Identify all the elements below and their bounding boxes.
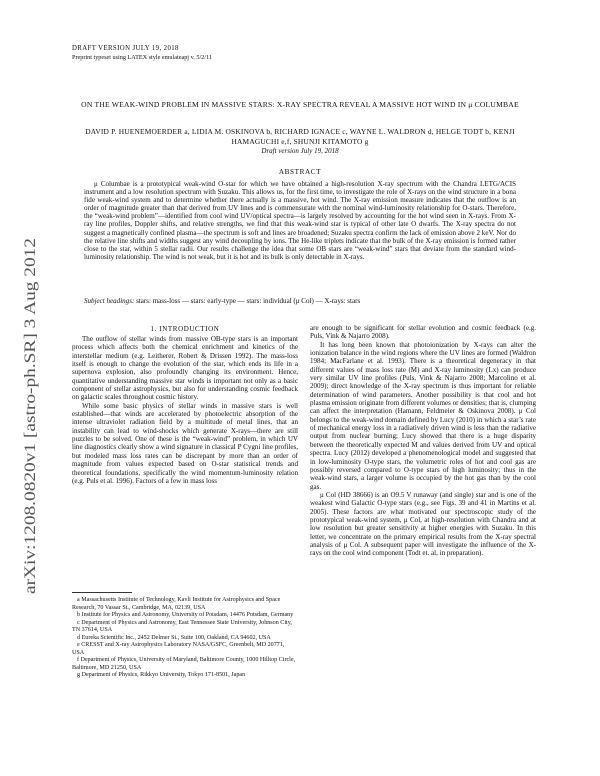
paragraph: The outflow of stellar winds from massive OB-type stars is an important process which affects both the chemical enrichment and kinetics of the interstellar medium (e.g. Leitherer, Robert & Drissen 1992). The mass-loss itself is enough to change the evolution of the star, which ends its life in a supernova explosion, also profoundly changing its environment. Hence, quantitative understanding massive star winds is important not only as a basic component of stellar astrophysics, but also for understanding cosmic feedback on galactic scales throughout cosmic history.	[72, 335, 298, 402]
footnote: c Department of Physics and Astronomy, East Tennessee State University, Johnson City, TN 37614, USA	[72, 619, 292, 633]
author-list: DAVID P. HUENEMOERDER a, LIDIA M. OSKINOVA b, RICHARD IGNACE c, WAYNE L. WALDRON d, HELGE TODT b, KENJI HAMAGUCHI e,f, SHUNJI KITAMOTO g	[85, 127, 515, 146]
abstract-text: μ Columbae is a prototypical weak-wind O-star for which we have obtained a high-resolution X-ray spectrum with the Chandra LETG/ACIS instrument and a low resolution spectrum with Suzaku. This allows us, for the first time, to investigate the role of X-rays on the wind structure in a bona fide weak-wind system and to determine whether there actually is a massive, hot wind. The X-ray emission measure indicates that the outflow is an order of magnitude greater than that derived from UV lines and is commensurate with the nominal wind-luminosity relationship for O-stars. Therefore, the “weak-wind problem”—identified from cool wind UV/optical spectra—is largely resolved by accounting for the hot wind seen in X-rays. From X-ray line profiles, Doppler shifts, and relative strengths, we find that this weak-wind star is typical of other late O dwarfs. The X-ray spectra do not suggest a magnetically confined plasma—the spectrum is soft and lines are broadened; Suzaku spectra confirm the lack of emission above 2 keV. Nor do the relative line shifts and widths suggest any wind decoupling by ions. The He-like triplets indicate that the bulk of the X-ray emission is formed rather close to the star, within 5 stellar radii. Our results challenge the idea that some OB stars are “weak-wind” stars that deviate from the standard wind-luminosity relationship. The wind is not weak, but it is hot and its bulk is only detectable in X-rays.	[84, 180, 516, 261]
footnote: f Department of Physics, University of Maryland, Baltimore County, 1000 Hilltop Circle, Baltimore, MD 21250, USA	[72, 657, 296, 671]
footnote: e CRESST and X-ray Astrophysics Laboratory NASA/GSFC, Greenbelt, MD 20771, USA	[72, 642, 285, 656]
paper-title: ON THE WEAK-WIND PROBLEM IN MASSIVE STARS: X-RAY SPECTRA REVEAL A MASSIVE HOT WIND IN μ COLUMBAE	[81, 100, 519, 109]
footnote: a Massachusetts Institute of Technology, Kavli Institute for Astrophysics and Space Research, 70 Vassar St., Cambridge, MA, 02139, USA	[72, 597, 281, 611]
arxiv-stamp-text: arXiv:1208.0820v1 [astro-ph.SR] 3 Aug 2012	[22, 308, 39, 594]
subject-headings	[84, 297, 516, 305]
right-column	[310, 324, 536, 558]
section-heading-introduction: 1. INTRODUCTION	[150, 325, 220, 333]
subject-headings-label: Subject headings:	[84, 297, 135, 305]
preprint-note: Preprint typeset using LATEX style emulateapj v. 5/2/11	[72, 54, 212, 61]
paragraph: It has long been known that photoionization by X-rays can alter the ionization balance in the wind regions where the UV lines are formed (Waldron 1984; MacFarlane et al. 1993). There is a theoretical degeneracy in that different values of mass loss rate (Ṁ) and X-ray luminosity (Lx) can produce very similar UV line profiles (Puls, Vink & Najarro 2008; Marcolino et al. 2009); direct knowledge of the X-ray spectrum is thus important for reliable determination of wind parameters. Another possibility is that cool and hot plasma emission originate from different volumes or densities; that is, clumping can affect the interpretation (Hamann, Feldmeier & Oskinova 2008). μ Col belongs to the weak-wind domain defined by Lucy (2010) in which a star’s rate of mechanical energy loss in a radiatively driven wind is less than the radiative output from nuclear burning; Lucy showed that there is a huge disparity between the theoretically expected Ṁ and values derived from UV and optical spectra. Lucy (2012) developed a phenomenological model and suggested that in low-luminosity O-type stars, the volumetric roles of hot and cool gas are possibly reversed compared to O-type stars of high luminosity; thus in the weak-wind stars, a larger volume is occupied by the hot gas than by the cool gas.	[310, 340, 536, 491]
paragraph: are enough to be significant for stellar evolution and cosmic feedback (e.g. Puls, Vink & Najarro 2008).	[310, 324, 536, 341]
footnotes	[72, 597, 298, 680]
paragraph: While some basic physics of stellar winds in massive stars is well established—that winds are accelerated by photoelectric absorption of the intense ultraviolet radiation field by a multitude of metal lines, that an instability can lead to wind-shocks which generate X-rays—there are still puzzles to be solved. One of these is the “weak-wind” problem, in which UV line diagnostics clearly show a wind signature in classical P Cygni line profiles, but modeled mass loss rates can be discrepant by more than an order of magnitude from values expected based on O-star statistical trends and theoretical foundations, specifically the wind momentum-luminosity relation (e.g. Puls et al. 1996). Factors of a few in mass loss	[72, 401, 298, 485]
left-column	[72, 335, 298, 485]
draft-version-header: DRAFT VERSION JULY 19, 2018	[72, 45, 179, 52]
arxiv-stamp	[14, 236, 44, 596]
footnote: g Department of Physics, Rikkyo University, Tokyo 171-8501, Japan	[77, 672, 246, 678]
abstract-heading: ABSTRACT	[278, 168, 322, 176]
subject-headings-list: stars: mass-loss — stars: early-type — stars: individual (μ Col) — X-rays: stars	[136, 297, 361, 305]
paragraph: μ Col (HD 38666) is an O9.5 V runaway (and single) star and is one of the weakest wind Galactic O-type stars (e.g., see Figs. 39 and 41 in Martins et al. 2005). These factors are what motivated our spectroscopic study of the prototypical weak-wind system, μ Col, at high-resolution with Chandra and at low resolution but greater sensitivity at higher energies with Suzaku. In this letter, we concentrate on the primary empirical results from the X-ray spectral analysis of μ Col. A subsequent paper will investigate the influence of the X-rays on the cool wind component (Todt et. al, in preparation).	[310, 490, 536, 558]
footnote: b Institute for Physics and Astronomy, University of Potsdam, 14476 Potsdam, Germany	[77, 612, 294, 618]
footnote-divider	[72, 592, 132, 593]
footnote: d Eureka Scientific Inc., 2452 Delmer St., Suite 100, Oakland, CA 94602, USA	[77, 634, 271, 641]
draft-date: Draft version July 19, 2018	[261, 147, 339, 155]
